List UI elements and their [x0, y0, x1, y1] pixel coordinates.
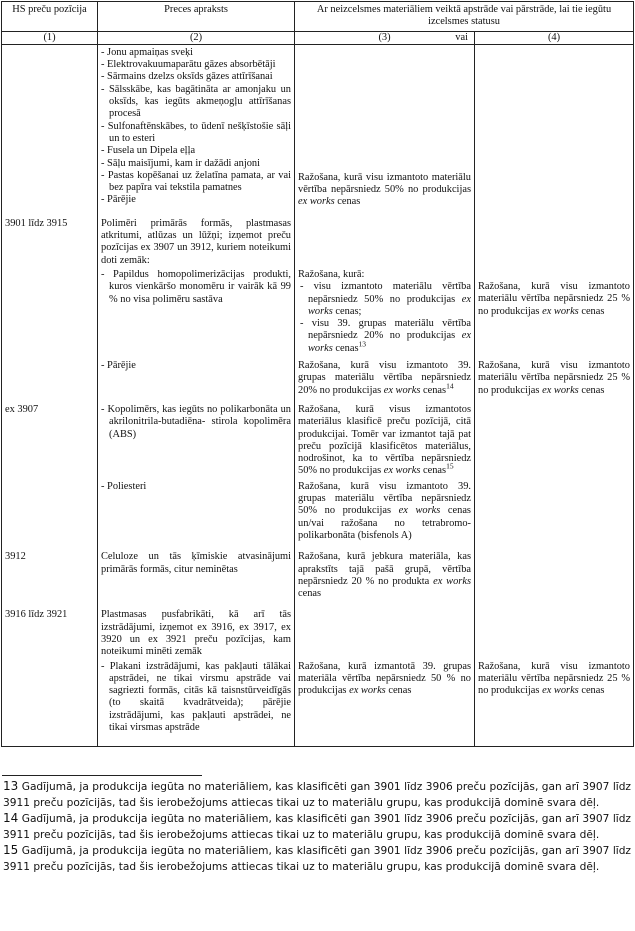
- rule-heading: Ražošana, kurā:: [298, 268, 365, 280]
- list-item: - Sāļu maisījumi, kam ir dažādi anjoni: [101, 157, 261, 169]
- rule-text: Ražošana, kurā visus izmantotos materiālus klasificē preču pozīcijā, citā produkcijai. Tomēr var izmantot tajā pat preču pozīcijā klasificētos materiālus, nodrošinot, ka to vērtība nepārsniedz 50% no produkcijas ex works cenas$^{15}$: [298, 403, 471, 477]
- table-row: [2, 210, 634, 268]
- hs-cell: 3916 līdz 3921: [2, 601, 98, 659]
- description-text: Plastmasas pusfabrikāti, kā arī tās izstrādājumi, izņemot ex 3916, ex 3917, ex 3920 un ex 3921 preču pozīcijas, kam noteikumi minēti zemāk: [101, 609, 291, 658]
- footnote-number: 15: [3, 843, 19, 857]
- origin-rules-table: [1, 1, 634, 747]
- header-processing: Ar neizcelsmes materiāliem veiktā apstrāde vai pārstrāde, lai tie iegūtu izcelsmes statusu: [295, 2, 634, 32]
- footnote-separator: [2, 775, 202, 776]
- description-text: Polimēri primārās formās, plastmasas atkritumi, atlūzas un lūžņi; izņemot preču pozīcijas ex 3907 un 3912, kuriem noteikumi doti zemāk:: [101, 217, 291, 266]
- footnote-number: 13: [3, 779, 19, 793]
- list-item: - Pastas kopēšanai uz želatīna pamata, ar vai bez papīra vai tekstila pamatnes: [101, 169, 291, 194]
- hs-cell: [2, 268, 98, 356]
- table-row: [2, 398, 634, 479]
- description-text: - Pārējie: [101, 360, 136, 372]
- rule-cell: [295, 44, 475, 209]
- rule-cell: [295, 601, 475, 659]
- alt-rule-cell: [475, 660, 634, 747]
- rule-condition: - visu izmantoto materiālu vērtība nepārsniedz 50% no produkcijas ex works cenas;: [300, 281, 471, 317]
- rule-cell: [295, 398, 475, 479]
- description-text: - Plakani izstrādājumi, kas pakļauti tālākai apstrādei, ne tikai virsmu apstrāde vai sagriezti formās, citās kā taisnstūrveidīgās (to skaitā kvadrātveida); pārējie izstrādājumi, kas pakļauti apstrādei, ne tikai virsmas apstrāde: [101, 660, 291, 734]
- list-item: - Fusela un Dipela eļļa: [101, 145, 196, 157]
- header-hs: HS preču pozīcija: [2, 2, 98, 32]
- description-text: - Papildus homopolimerizācijas produkti, kuros vienkāršo monomēru ir vairāk kā 99 % no visa polimēru sastāva: [101, 268, 291, 305]
- alt-rule-text: Ražošana, kurā visu izmantoto materiālu vērtība nepārsniedz 25 % no produkcijas ex works cenas: [478, 360, 631, 396]
- table-row: [2, 660, 634, 747]
- alt-rule-cell: [475, 601, 634, 659]
- rule-cell: [295, 660, 475, 747]
- header-description: Preces apraksts: [98, 2, 295, 32]
- hs-cell: [2, 356, 98, 398]
- col-number-3-cell: [295, 31, 475, 44]
- list-item: - Jonu apmaiņas sveķi: [101, 46, 194, 58]
- rule-text: Ražošana, kurā visu izmantoto materiālu vērtība nepārsniedz 50% no produkcijas ex works cenas: [298, 171, 471, 208]
- rule-text: Ražošana, kurā visu izmantoto 39. grupas materiālu vērtība nepārsniedz 50% no produkcijas ex works cenas un/vai ražošana no tetrabromo-polikarbonāta (bisfenols A): [298, 480, 471, 541]
- hs-cell: 3901 līdz 3915: [2, 210, 98, 268]
- description-cell: [98, 210, 295, 268]
- col-or-label: vai: [455, 31, 468, 43]
- header-row: [2, 2, 634, 32]
- rule-condition: - visu 39. grupas materiālu vērtība nepārsniedz 20% no produkcijas ex works cenas$^{13}$: [300, 318, 471, 354]
- footnote: [3, 779, 631, 811]
- table-row: [2, 268, 634, 356]
- alt-rule-text: Ražošana, kurā visu izmantoto materiālu vērtība nepārsniedz 25 % no produkcijas ex works cenas: [478, 660, 631, 697]
- description-cell: [98, 268, 295, 356]
- footnote: [3, 811, 631, 843]
- description-text: Celuloze un tās ķīmiskie atvasinājumi primārās formās, citur neminētas: [101, 551, 291, 575]
- list-item: - Sārmains dzelzs oksīds gāzes attīrīšanai: [101, 71, 273, 83]
- rule-cell: [295, 356, 475, 398]
- col-number-1: (1): [2, 31, 98, 44]
- alt-rule-cell: [475, 210, 634, 268]
- rule-cell: [295, 210, 475, 268]
- column-number-row: [2, 31, 634, 44]
- hs-cell: [2, 44, 98, 209]
- alt-rule-cell: [475, 398, 634, 479]
- hs-cell: [2, 660, 98, 747]
- footnote-number: 14: [3, 811, 19, 825]
- table-row: [2, 543, 634, 601]
- table-row: [2, 44, 634, 209]
- hs-cell: [2, 479, 98, 543]
- col-number-2: (2): [98, 31, 295, 44]
- footnote-text: Gadījumā, ja produkcija iegūta no materiāliem, kas klasificēti gan 3901 līdz 3906 preču pozīcijās, gan arī 3907 līdz 3911 preču pozīcijās, tad šis ierobežojums attiecas tikai uz to materiālu grupu, kas produkcijā dominē svara dēļ.: [3, 845, 631, 873]
- description-cell: [98, 356, 295, 398]
- col-number-4: (4): [475, 31, 634, 44]
- description-cell: [98, 479, 295, 543]
- alt-rule-text: Ražošana, kurā visu izmantoto materiālu vērtība nepārsniedz 25 % no produkcijas ex works cenas: [478, 280, 631, 317]
- description-cell: [98, 601, 295, 659]
- footnote-ref: 15: [446, 461, 454, 471]
- description-cell: [98, 44, 295, 209]
- list-item: - Pārējie: [101, 194, 136, 206]
- footnote: [3, 843, 631, 875]
- col-number-3: (3): [378, 31, 391, 43]
- rule-text: Ražošana, kurā visu izmantoto 39. grupas materiālu vērtība nepārsniedz 20% no produkcijas ex works cenas$^{14}$: [298, 360, 471, 396]
- rule-cell: [295, 543, 475, 601]
- list-item: - Elektrovakuumaparātu gāzes absorbētāji: [101, 59, 276, 71]
- footnotes: [3, 779, 631, 875]
- table-row: [2, 479, 634, 543]
- footnote-ref: 14: [446, 381, 454, 391]
- rule-cell: [295, 268, 475, 356]
- description-text: - Poliesteri: [101, 480, 147, 492]
- rule-text: Ražošana, kurā izmantotā 39. grupas materiāla vērtība nepārsniedz 50 % no produkcijas ex works cenas: [298, 660, 471, 697]
- table-row: [2, 601, 634, 659]
- alt-rule-cell: [475, 268, 634, 356]
- alt-rule-cell: [475, 44, 634, 209]
- alt-rule-cell: [475, 543, 634, 601]
- list-item: - Sālsskābe, kas bagātināta ar amonjaku un oksīds, kas iegūts akmeņogļu attīrīšanas procesā: [101, 83, 291, 120]
- description-cell: [98, 543, 295, 601]
- table-row: [2, 356, 634, 398]
- description-cell: [98, 398, 295, 479]
- rule-cell: [295, 479, 475, 543]
- hs-cell: ex 3907: [2, 398, 98, 479]
- description-cell: [98, 660, 295, 747]
- description-text: - Kopolimērs, kas iegūts no polikarbonāta un akrilonitrila-butadiēna- stirola kopolimēra (ABS): [101, 403, 291, 440]
- rule-text: Ražošana, kurā jebkura materiāla, kas aprakstīts tajā pašā grupā, vērtība nepārsniedz 20 % no produkta ex works cenas: [298, 551, 471, 600]
- footnote-text: Gadījumā, ja produkcija iegūta no materiāliem, kas klasificēti gan 3901 līdz 3906 preču pozīcijās, gan arī 3907 līdz 3911 preču pozīcijās, tad šis ierobežojums attiecas tikai uz to materiālu grupu, kas produkcijā dominē svara dēļ.: [3, 781, 631, 809]
- footnote-text: Gadījumā, ja produkcija iegūta no materiāliem, kas klasificēti gan 3901 līdz 3906 preču pozīcijās, gan arī 3907 līdz 3911 preču pozīcijās, tad šis ierobežojums attiecas tikai uz to materiālu grupu, kas produkcijā dominē svara dēļ.: [3, 813, 631, 841]
- footnote-ref: 13: [358, 339, 367, 349]
- alt-rule-cell: [475, 479, 634, 543]
- hs-cell: 3912: [2, 543, 98, 601]
- alt-rule-cell: [475, 356, 634, 398]
- list-item: - Sulfonaftēnskābes, to ūdenī nešķīstošie sāļi un to esteri: [101, 120, 291, 144]
